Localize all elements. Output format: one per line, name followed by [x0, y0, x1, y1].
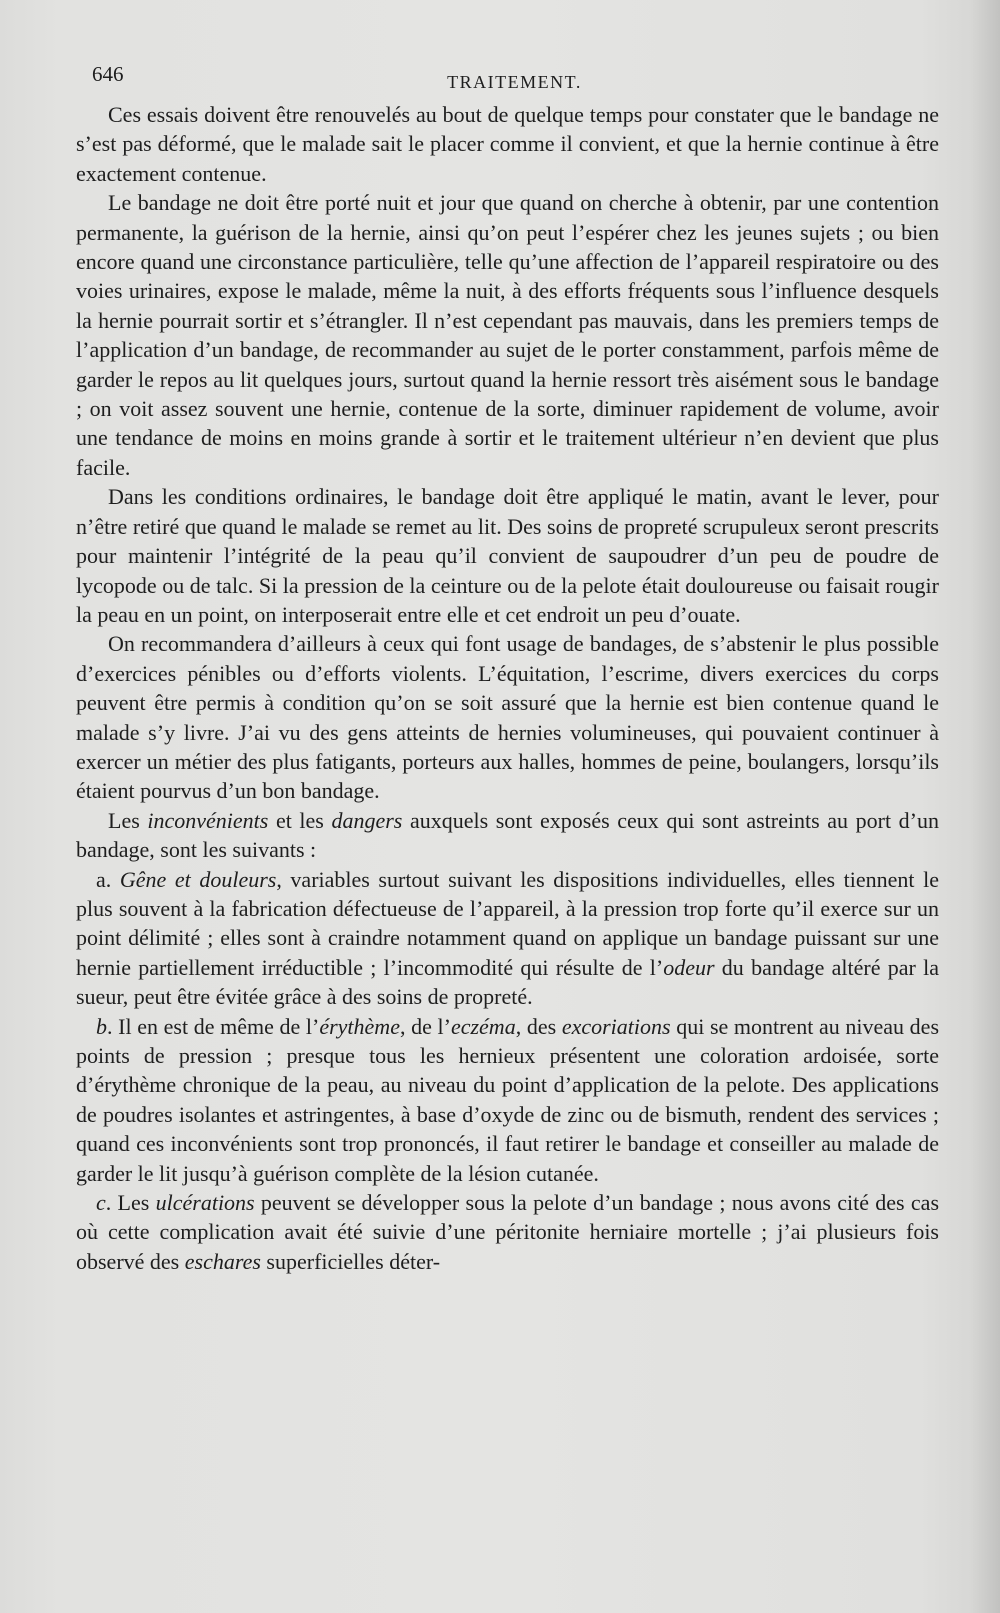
paragraph: [76, 188, 939, 482]
text-run: Dans les conditions ordinaires, le bandage doit être appliqué le matin, avant le lever, pour n’être retiré que quand le malade se remet au lit. Des soins de propreté scrupuleux seront prescrits pour maintenir l’intégrité de la peau qu’il convient de saupoudrer d’un peu de poudre de lycopode ou de talc. Si la pression de la ceinture ou de la pelote était douloureuse ou faisait rougir la peau en un point, on interposerait entre elle et cet endroit un peu d’ouate.: [76, 484, 939, 627]
text-run: du bandage altéré par la sueur, peut être évitée grâce à des soins de propreté.: [76, 954, 939, 1010]
italic-text: eczéma: [450, 1013, 516, 1039]
text-run: a.: [96, 866, 120, 892]
page-header: [92, 62, 937, 92]
paragraph: [76, 865, 939, 1012]
text-run: . Il en est de même de l’: [107, 1013, 320, 1039]
text-run: Ces essais doivent être renouvelés au bout de quelque temps pour constater que le bandage ne s’est pas déformé, que le malade sait le placer comme il convient, et que la hernie continue à être exactement contenue.: [76, 102, 939, 186]
text-run: . Les: [105, 1190, 156, 1216]
paragraph: [76, 806, 939, 865]
italic-text: excoriations: [561, 1013, 671, 1039]
text-run: , variables surtout suivant les dispositions individuelles, elles tiennent le plus souvent à la fabrication défectueuse de l’appareil, à la pression trop forte qu’il exerce sur un point délimité ; elles sont à craindre notamment quand on applique un bandage puissant sur une hernie partiellement irréductible ; l’incommodité qui résulte de l’: [76, 866, 940, 980]
italic-text: dangers: [331, 807, 403, 833]
italic-text: inconvénients: [147, 807, 269, 833]
italic-text: ulcérations: [155, 1190, 255, 1216]
italic-text: odeur: [663, 954, 715, 980]
running-title: TRAITEMENT.: [447, 72, 582, 92]
italic-text: c: [96, 1190, 106, 1216]
body-text: [76, 100, 939, 1276]
text-run: On recommandera d’ailleurs à ceux qui font usage de bandages, de s’abstenir le plus possible d’exercices pénibles ou d’efforts violents. L’équitation, l’escrime, divers exercices du corps peuvent être permis à condition qu’on se soit assuré que la hernie est bien contenue quand le malade s’y livre. J’ai vu des gens atteints de hernies volumineuses, qui pouvaient continuer à exercer un métier des plus fatigants, porteurs aux halles, hommes de peine, boulangers, lorsqu’ils étaient pourvus d’un bon bandage.: [76, 631, 939, 804]
text-run: Les: [108, 807, 148, 833]
paragraph: [76, 1188, 939, 1276]
text-run: , de l’: [399, 1013, 451, 1039]
paragraph: [76, 629, 939, 805]
paragraph: [76, 1012, 939, 1188]
text-run: auxquels sont exposés ceux qui sont astreints au port d’un bandage, sont les suivants :: [76, 807, 939, 863]
text-run: peuvent se développer sous la pelote d’un bandage ; nous avons cité des cas où cette complication avait été suivie d’une péritonite herniaire mortelle ; j’ai plusieurs fois observé des: [76, 1190, 939, 1274]
page-number: 646: [92, 62, 124, 86]
italic-text: érythème: [319, 1013, 400, 1039]
text-run: , des: [515, 1013, 562, 1039]
text-run: et les: [268, 807, 332, 833]
italic-text: Gêne et douleurs: [119, 866, 277, 892]
paragraph: [76, 482, 939, 629]
italic-text: eschares: [184, 1248, 261, 1274]
text-run: Le bandage ne doit être porté nuit et jour que quand on cherche à obtenir, par une contention permanente, la guérison de la hernie, ainsi qu’on peut l’espérer chez les jeunes sujets ; ou bien encore quand une circonstance particulière, telle qu’une affection de l’appareil respiratoire ou des voies urinaires, expose le malade, même la nuit, à des efforts fréquents sous l’influence desquels la hernie pourrait sortir et s’étrangler. Il n’est cependant pas mauvais, dans les premiers temps de l’application d’un bandage, de recommander au sujet de le porter constamment, parfois même de garder le repos au lit quelques jours, surtout quand la hernie ressort très aisément sous le bandage ; on voit assez souvent une hernie, contenue de la sorte, diminuer rapidement de volume, avoir une tendance de moins en moins grande à sortir et le traitement ultérieur n’en devient que plus facile.: [76, 190, 939, 480]
paragraph: [76, 100, 939, 188]
text-run: qui se montrent au niveau des points de pression ; presque tous les hernieux présentent une coloration ardoisée, sorte d’érythème chronique de la peau, au niveau du point d’application de la pelote. Des applications de poudres isolantes et astringentes, à base d’oxyde de zinc ou de bismuth, rendent des services ; quand ces inconvénients sont trop prononcés, il faut retirer le bandage et conseiller au malade de garder le lit jusqu’à guérison complète de la lésion cutanée.: [76, 1013, 940, 1186]
italic-text: b: [96, 1013, 107, 1039]
page-edge-shadow: [970, 0, 1000, 1613]
text-run: superficielles déter-: [260, 1248, 441, 1274]
